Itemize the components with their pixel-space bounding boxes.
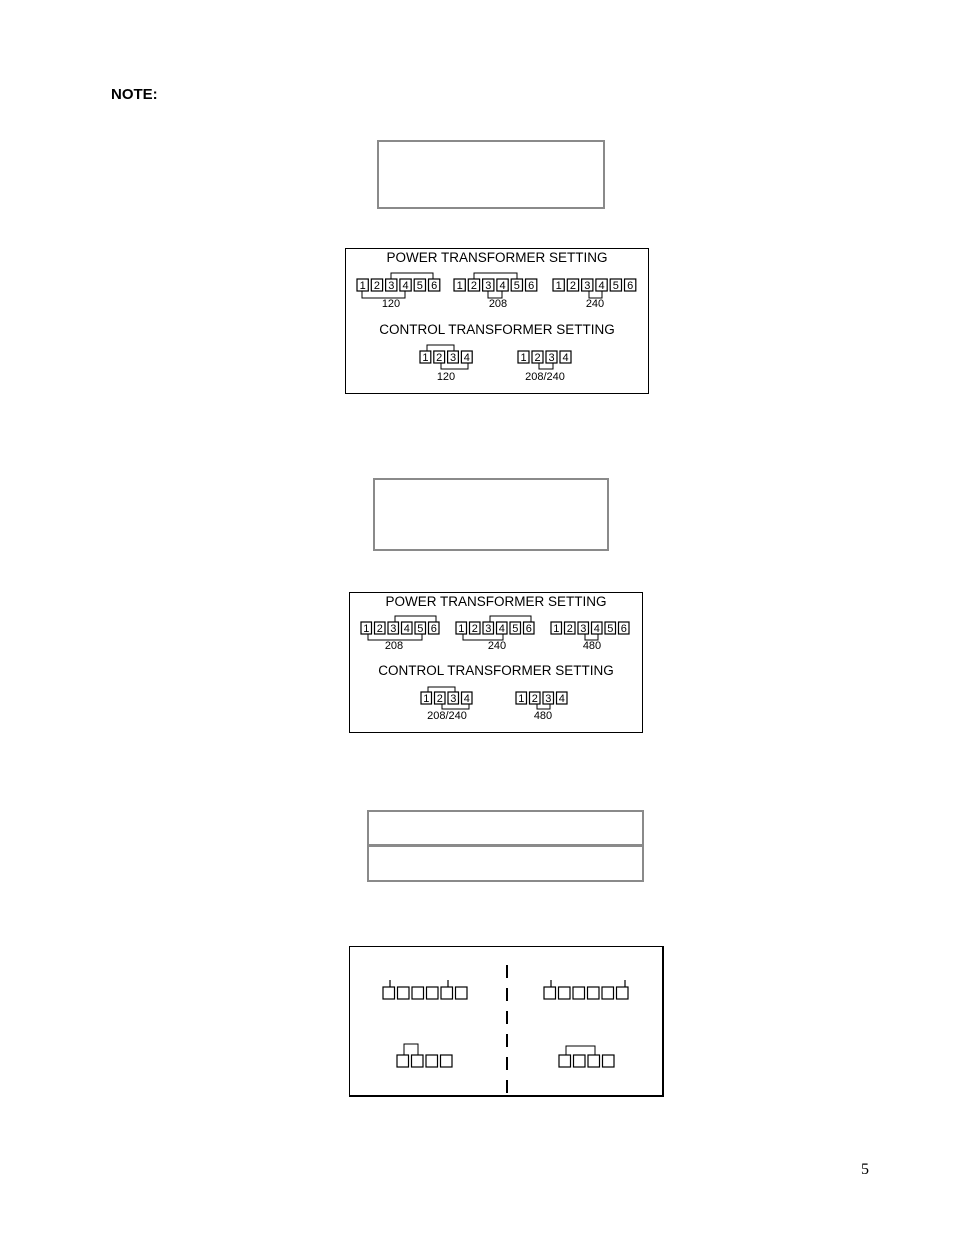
terminal-number: 3 (388, 280, 395, 292)
terminal-number: 4 (558, 693, 565, 705)
power-transformer-title: POWER TRANSFORMER SETTING (386, 250, 608, 265)
control-terminal-strip-480 (516, 692, 567, 709)
control-terminal-strip-208-240 (518, 351, 571, 369)
terminal-box (412, 1055, 424, 1067)
terminal-number: 1 (456, 280, 463, 292)
terminal-number: 6 (627, 280, 634, 292)
terminal-number: 1 (363, 623, 370, 635)
control-transformer-title: CONTROL TRANSFORMER SETTING (379, 322, 615, 337)
terminal-box (588, 1055, 600, 1067)
terminal-box (398, 987, 410, 999)
terminal-number: 3 (580, 623, 587, 635)
terminal-box (617, 987, 629, 999)
terminal-number: 6 (528, 280, 535, 292)
terminal-number: 1 (555, 280, 562, 292)
power-transformer-title: POWER TRANSFORMER SETTING (385, 594, 607, 609)
terminal-box (397, 1055, 409, 1067)
terminal-box (441, 1055, 453, 1067)
terminal-number: 5 (512, 623, 519, 635)
terminal-number: 5 (612, 280, 619, 292)
terminal-number: 5 (607, 623, 614, 635)
unlabeled-control-strip-left (397, 1044, 452, 1067)
terminal-box (383, 987, 395, 999)
power-terminal-strip-240 (553, 279, 636, 298)
unlabeled-terminal-diagram-panel (349, 946, 664, 1097)
note-label: NOTE: (111, 86, 158, 103)
terminal-box (441, 987, 453, 999)
power-terminal-strip-208 (454, 273, 537, 298)
terminal-number: 3 (449, 352, 457, 364)
power-terminal-strip-240 (456, 616, 534, 640)
terminal-number: 5 (417, 623, 424, 635)
control-setting-label: 208/240 (525, 371, 565, 383)
terminal-box (412, 987, 424, 999)
control-terminal-strip-120 (420, 345, 472, 369)
power-terminal-strip-480 (551, 622, 629, 640)
terminal-box (559, 987, 571, 999)
power-setting-label: 240 (585, 298, 605, 310)
terminal-number: 4 (562, 352, 569, 364)
terminal-number: 2 (470, 280, 478, 292)
terminal-box (574, 1055, 586, 1067)
terminal-number: 1 (518, 693, 525, 705)
terminal-number: 4 (598, 280, 605, 292)
power-setting-label: 208 (384, 640, 404, 652)
terminal-number: 3 (485, 280, 492, 292)
terminal-number: 2 (471, 623, 478, 635)
unlabeled-terminal-diagram (350, 947, 662, 1095)
transformer-diagram-480v (350, 593, 642, 732)
terminal-number: 1 (422, 352, 429, 364)
terminal-number: 5 (513, 280, 520, 292)
terminal-number: 3 (450, 693, 457, 705)
terminal-number: 2 (376, 623, 383, 635)
power-setting-label: 480 (582, 640, 602, 652)
terminal-box (544, 987, 556, 999)
terminal-number: 2 (569, 280, 577, 292)
power-setting-label: 240 (487, 640, 507, 652)
terminal-number: 3 (545, 693, 552, 705)
terminal-number: 4 (463, 352, 470, 364)
control-setting-label: 120 (436, 371, 456, 383)
control-setting-label: 208/240 (427, 710, 467, 722)
terminal-number: 2 (566, 623, 573, 635)
unlabeled-power-strip-left (383, 980, 467, 999)
terminal-box (602, 987, 614, 999)
power-terminal-strip-208 (361, 616, 439, 640)
blank-label-box (377, 140, 605, 209)
terminal-number: 1 (553, 623, 560, 635)
blank-label-box (373, 478, 609, 551)
terminal-number: 3 (584, 280, 591, 292)
transformer-diagram-120v (346, 249, 648, 393)
control-transformer-title: CONTROL TRANSFORMER SETTING (378, 663, 614, 678)
power-terminal-strip-120 (357, 273, 440, 298)
terminal-number: 4 (499, 280, 506, 292)
terminal-box (603, 1055, 615, 1067)
terminal-number: 5 (416, 280, 423, 292)
terminal-box (456, 987, 468, 999)
terminal-number: 4 (593, 623, 600, 635)
terminal-box (573, 987, 585, 999)
terminal-number: 2 (436, 352, 443, 364)
control-terminal-strip-208-240 (421, 687, 472, 709)
terminal-number: 1 (423, 693, 430, 705)
transformer-setting-panel-120v (345, 248, 649, 394)
terminal-box (559, 1055, 571, 1067)
terminal-number: 1 (359, 280, 366, 292)
control-setting-label: 480 (533, 710, 553, 722)
terminal-number: 3 (485, 623, 492, 635)
terminal-number: 6 (525, 623, 532, 635)
terminal-number: 1 (520, 352, 527, 364)
unlabeled-power-strip-right (544, 980, 628, 999)
terminal-box (588, 987, 600, 999)
terminal-number: 3 (390, 623, 397, 635)
page-number: 5 (861, 1161, 869, 1178)
terminal-number: 1 (458, 623, 465, 635)
transformer-setting-panel-480v (349, 592, 643, 733)
terminal-number: 6 (431, 280, 438, 292)
terminal-number: 3 (548, 352, 555, 364)
terminal-box (426, 1055, 438, 1067)
terminal-number: 4 (463, 693, 470, 705)
terminal-number: 6 (430, 623, 437, 635)
terminal-number: 6 (620, 623, 627, 635)
terminal-number: 2 (531, 693, 538, 705)
terminal-number: 2 (436, 693, 443, 705)
terminal-number: 4 (498, 623, 505, 635)
terminal-number: 4 (402, 280, 409, 292)
terminal-number: 2 (534, 352, 541, 364)
power-setting-label: 208 (488, 298, 508, 310)
terminal-number: 2 (373, 280, 381, 292)
terminal-box (427, 987, 439, 999)
terminal-number: 4 (403, 623, 410, 635)
blank-label-box-upper (367, 810, 644, 846)
unlabeled-control-strip-right (559, 1046, 614, 1067)
power-setting-label: 120 (381, 298, 401, 310)
blank-label-box-lower (367, 845, 644, 882)
